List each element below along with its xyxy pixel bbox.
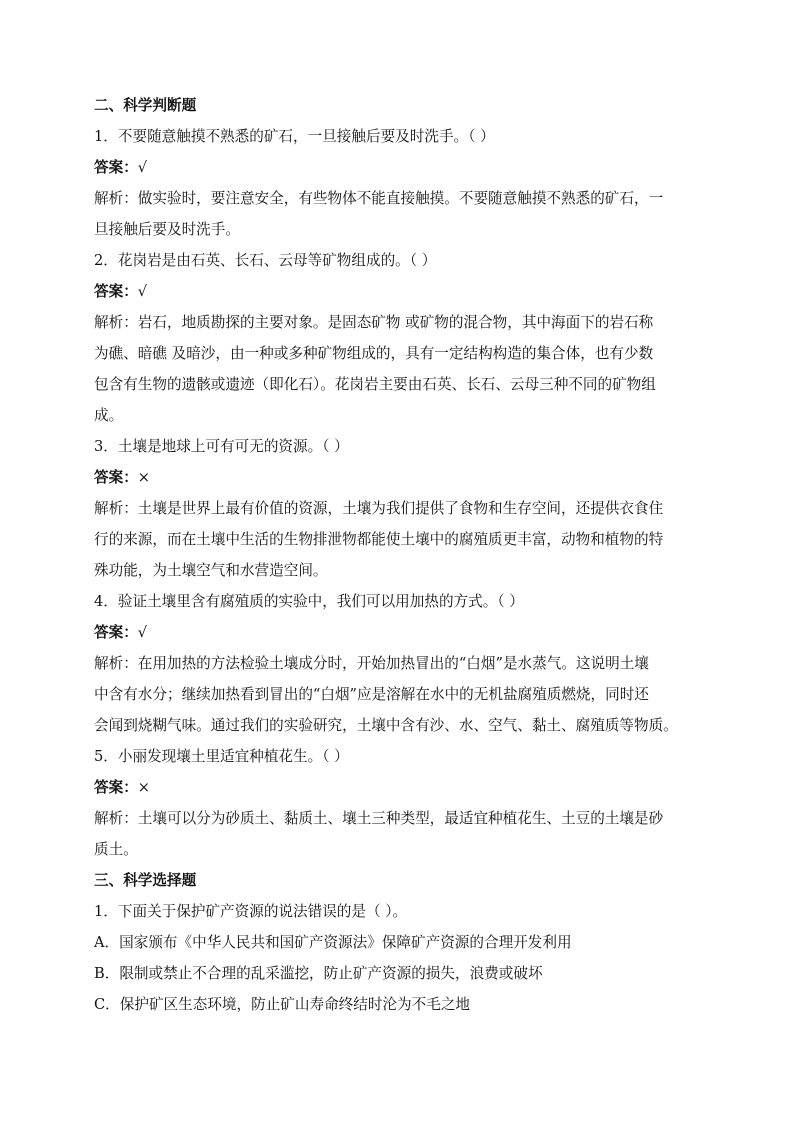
answer-4 — [94, 617, 744, 648]
document-page — [94, 90, 744, 1020]
section-heading-choice: 三、科学选择题 — [94, 872, 197, 889]
answer-value: √ — [137, 624, 148, 641]
analysis-1-line-1: 解析：做实验时，要注意安全，有些物体不能直接触摸。不要随意触摸不熟悉的矿石，一 — [94, 190, 664, 207]
answer-label: 答案： — [94, 469, 138, 486]
analysis-4-line-1: 解析：在用加热的方法检验土壤成分时，开始加热冒出的“白烟”是水蒸气。这说明土壤 — [94, 655, 649, 672]
answer-value: × — [137, 779, 151, 796]
answer-label: 答案： — [94, 624, 138, 641]
analysis-5-line-2: 质土。 — [94, 841, 138, 858]
answer-label: 答案： — [94, 283, 138, 300]
answer-label: 答案： — [94, 779, 138, 796]
answer-5 — [94, 772, 744, 803]
analysis-1-line-2: 旦接触后要及时洗手。 — [94, 221, 240, 238]
analysis-2-line-3: 包含有生物的遗骸或遗迹（即化石）。花岗岩主要由石英、长石、云母三种不同的矿物组 — [94, 376, 656, 393]
choice-question-1: 1．下面关于保护矿产资源的说法错误的是（ ）。 — [94, 903, 408, 920]
answer-value: √ — [137, 283, 148, 300]
answer-1 — [94, 152, 744, 183]
question-2: 2．花岗岩是由石英、长石、云母等矿物组成的。（ ） — [94, 252, 437, 269]
analysis-3-line-1: 解析：土壤是世界上最有价值的资源，土壤为我们提供了食物和生存空间，还提供衣食住 — [94, 500, 664, 517]
analysis-3-line-3: 殊功能，为土壤空气和水营造空间。 — [94, 562, 328, 579]
analysis-2-line-1: 解析：岩石，地质勘探的主要对象。是固态矿物 或矿物的混合物，其中海面下的岩石称 — [94, 314, 654, 331]
section-heading-judgment: 二、科学判断题 — [94, 97, 197, 114]
analysis-3-line-2: 行的来源，而在土壤中生活的生物排泄物都能使土壤中的腐殖质更丰富，动物和植物的特 — [94, 531, 664, 548]
question-5: 5．小丽发现壤土里适宜种植花生。（ ） — [94, 748, 349, 765]
analysis-2-line-2: 为礁、暗礁 及暗沙，由一种或多种矿物组成的，具有一定结构构造的集合体，也有少数 — [94, 345, 654, 362]
answer-value: × — [137, 469, 151, 486]
answer-label: 答案： — [94, 159, 138, 176]
option-a: A．国家颁布《中华人民共和国矿产资源法》保障矿产资源的合理开发利用 — [94, 934, 572, 951]
question-1: 1．不要随意触摸不熟悉的矿石，一旦接触后要及时洗手。（ ） — [94, 128, 495, 145]
answer-value: √ — [137, 159, 148, 176]
option-b: B．限制或禁止不合理的乱采滥挖，防止矿产资源的损失，浪费或破坏 — [94, 965, 543, 982]
analysis-2-line-4: 成。 — [94, 407, 124, 424]
analysis-5-line-1: 解析：土壤可以分为砂质土、黏质土、壤土三种类型，最适宜种植花生、土豆的土壤是砂 — [94, 810, 664, 827]
answer-2 — [94, 276, 744, 307]
question-4: 4．验证土壤里含有腐殖质的实验中，我们可以用加热的方式。（ ） — [94, 593, 524, 610]
analysis-4-line-2: 中含有水分；继续加热看到冒出的“白烟”应是溶解在水中的无机盐腐殖质燃烧，同时还 — [94, 686, 649, 703]
answer-3 — [94, 462, 744, 493]
analysis-4-line-3: 会闻到烧糊气味。通过我们的实验研究，土壤中含有沙、水、空气、黏土、腐殖质等物质。 — [94, 717, 678, 734]
option-c: C．保护矿区生态环境，防止矿山寿命终结时沦为不毛之地 — [94, 996, 471, 1013]
question-3: 3．土壤是地球上可有可无的资源。（ ） — [94, 438, 349, 455]
